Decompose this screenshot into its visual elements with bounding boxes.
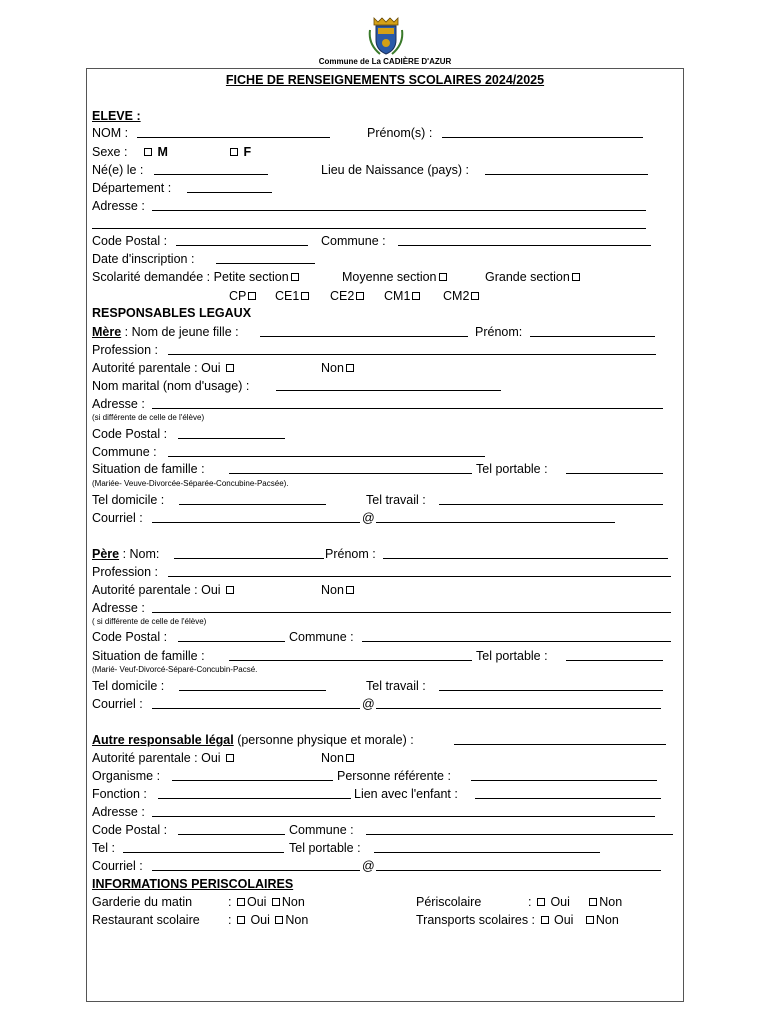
pere-profession-field[interactable] <box>168 576 671 577</box>
eleve-heading: ELEVE : <box>92 109 141 123</box>
autre-tel-field[interactable] <box>123 852 284 853</box>
transports-oui-label: Oui <box>554 913 574 927</box>
pere-autorite-non-label: Non <box>321 583 344 597</box>
grande-section-label: Grande section <box>485 270 570 284</box>
mere-tel-travail-field[interactable] <box>439 504 663 505</box>
autre-adresse-label: Adresse : <box>92 805 145 819</box>
autre-commune-field[interactable] <box>366 834 673 835</box>
periscolaire-heading: INFORMATIONS PERISCOLAIRES <box>92 877 294 891</box>
commune-label: Commune : <box>321 234 386 248</box>
pere-tel-domicile-label: Tel domicile : <box>92 679 165 693</box>
mere-situation-note: (Mariée- Veuve-Divorcée-Séparée-Concubine-Pacsée). <box>92 479 289 488</box>
cm1-class-checkbox[interactable] <box>412 292 420 300</box>
mere-tel-domicile-field[interactable] <box>179 504 326 505</box>
mere-cp-field[interactable] <box>178 438 285 439</box>
mere-situation-label: Situation de famille : <box>92 462 205 476</box>
mere-courriel-at: @ <box>362 511 375 525</box>
autre-personne-label: Personne référente : <box>337 769 451 783</box>
mere-prenom-label: Prénom: <box>475 325 523 339</box>
mere-courriel-domain-field[interactable] <box>376 522 615 523</box>
mere-label: Mère <box>92 325 122 339</box>
sexe-f-checkbox[interactable] <box>230 148 238 156</box>
mere-nom-jf-label: : Nom de jeune fille : <box>121 325 239 339</box>
garderie-colon: : <box>228 895 232 909</box>
pere-cp-field[interactable] <box>178 641 285 642</box>
periscolaire-oui-checkbox[interactable] <box>537 898 545 906</box>
periscolaire-non-label: Non <box>599 895 623 909</box>
adresse-field[interactable] <box>152 210 646 211</box>
pere-commune-label: Commune : <box>289 630 354 644</box>
mere-courriel-user-field[interactable] <box>152 522 360 523</box>
mere-courriel-label: Courriel : <box>92 511 143 525</box>
pere-tel-domicile-field[interactable] <box>179 690 326 691</box>
pere-profession-label: Profession : <box>92 565 159 579</box>
mere-cp-label: Code Postal : <box>92 427 168 441</box>
autre-organisme-label: Organisme : <box>92 769 161 783</box>
prenom-field[interactable] <box>442 137 643 138</box>
ne-le-field[interactable] <box>154 174 268 175</box>
transports-oui-checkbox[interactable] <box>541 916 549 924</box>
ce1-class-label: CE1 <box>275 289 300 303</box>
ce2-class-checkbox[interactable] <box>356 292 364 300</box>
restaurant-oui-checkbox[interactable] <box>237 916 245 924</box>
sexe-f-label: F <box>243 145 252 159</box>
mere-autorite-non-label: Non <box>321 361 344 375</box>
restaurant-label: Restaurant scolaire <box>92 913 200 927</box>
autre-cp-label: Code Postal : <box>92 823 168 837</box>
garderie-label: Garderie du matin <box>92 895 193 909</box>
mere-tel-portable-field[interactable] <box>566 473 663 474</box>
lieu-label: Lieu de Naissance (pays) : <box>321 163 469 177</box>
mere-commune-field[interactable] <box>168 456 485 457</box>
autre-autorite-oui-checkbox[interactable] <box>226 754 234 762</box>
mere-tel-domicile-label: Tel domicile : <box>92 493 165 507</box>
commune-field[interactable] <box>398 245 651 246</box>
ce1-class-checkbox[interactable] <box>301 292 309 300</box>
commune-name: Commune de La CADIÈRE D'AZUR <box>318 57 452 66</box>
mere-autorite-label: Autorité parentale : Oui <box>92 361 221 375</box>
mere-profession-field[interactable] <box>168 354 656 355</box>
responsables-heading: RESPONSABLES LEGAUX <box>92 306 252 320</box>
form-title: FICHE DE RENSEIGNEMENTS SCOLAIRES 2024/2025 <box>225 73 545 87</box>
restaurant-colon: : <box>228 913 232 927</box>
periscolaire-colon: : <box>528 895 532 909</box>
pere-situation-label: Situation de famille : <box>92 649 205 663</box>
commune-crest-icon <box>368 16 404 56</box>
garderie-non-checkbox[interactable] <box>272 898 280 906</box>
pere-courriel-at: @ <box>362 697 375 711</box>
autre-autorite-non-checkbox[interactable] <box>346 754 354 762</box>
cm2-class-label: CM2 <box>443 289 470 303</box>
mere-situation-field[interactable] <box>229 473 472 474</box>
pere-adresse-field[interactable] <box>152 612 671 613</box>
autre-lien-field[interactable] <box>475 798 661 799</box>
autre-lien-label: Lien avec l'enfant : <box>354 787 458 801</box>
nom-field[interactable] <box>137 137 330 138</box>
pere-cp-label: Code Postal : <box>92 630 168 644</box>
pere-prenom-field[interactable] <box>383 558 668 559</box>
autre-fonction-label: Fonction : <box>92 787 147 801</box>
garderie-non-label: Non <box>281 895 305 909</box>
autre-commune-label: Commune : <box>289 823 354 837</box>
pere-tel-portable-label: Tel portable : <box>476 649 548 663</box>
mere-profession-label: Profession : <box>92 343 159 357</box>
petite-section-checkbox[interactable] <box>291 273 299 281</box>
autre-tel-label: Tel : <box>92 841 115 855</box>
autre-personne-field[interactable] <box>471 780 657 781</box>
periscolaire-oui-label: Oui <box>550 895 570 909</box>
pere-label: Père <box>92 547 120 561</box>
mere-autorite-non-checkbox[interactable] <box>346 364 354 372</box>
pere-courriel-domain-field[interactable] <box>376 708 661 709</box>
pere-adresse-label: Adresse : <box>92 601 145 615</box>
pere-autorite-non-checkbox[interactable] <box>346 586 354 594</box>
autre-organisme-field[interactable] <box>172 780 333 781</box>
nom-label: NOM : <box>92 126 129 140</box>
transports-non-label: Non <box>595 913 619 927</box>
mere-nom-jf-field[interactable] <box>260 336 468 337</box>
pere-situation-note: (Marié- Veuf-Divorcé-Séparé-Concubin-Pacsé. <box>92 665 258 674</box>
cp-class-checkbox[interactable] <box>248 292 256 300</box>
garderie-oui-label: Oui <box>246 895 267 909</box>
autre-fonction-field[interactable] <box>158 798 351 799</box>
cp-field[interactable] <box>176 245 308 246</box>
adresse-label: Adresse : <box>92 199 145 213</box>
mere-commune-label: Commune : <box>92 445 157 459</box>
garderie-oui-checkbox[interactable] <box>237 898 245 906</box>
date-inscription-label: Date d'inscription : <box>92 252 195 266</box>
date-inscription-field[interactable] <box>216 263 315 264</box>
autre-autorite-label: Autorité parentale : Oui <box>92 751 221 765</box>
sexe-m-checkbox[interactable] <box>144 148 152 156</box>
pere-autorite-oui-checkbox[interactable] <box>226 586 234 594</box>
mere-nom-marital-label: Nom marital (nom d'usage) : <box>92 379 250 393</box>
departement-field[interactable] <box>187 192 272 193</box>
pere-autorite-label: Autorité parentale : Oui <box>92 583 221 597</box>
pere-situation-field[interactable] <box>229 660 472 661</box>
mere-nom-marital-field[interactable] <box>276 390 501 391</box>
prenom-label: Prénom(s) : <box>367 126 433 140</box>
cm1-class-label: CM1 <box>384 289 411 303</box>
autre-adresse-field[interactable] <box>152 816 655 817</box>
scolarite-label: Scolarité demandée : Petite section <box>92 270 289 284</box>
cm2-class-checkbox[interactable] <box>471 292 479 300</box>
sexe-label: Sexe : <box>92 145 128 159</box>
restaurant-oui-label: Oui <box>250 913 270 927</box>
ce2-class-label: CE2 <box>330 289 355 303</box>
mere-adresse-label: Adresse : <box>92 397 145 411</box>
restaurant-non-label: Non <box>285 913 309 927</box>
mere-prenom-field[interactable] <box>530 336 655 337</box>
autre-heading-field[interactable] <box>454 744 666 745</box>
pere-tel-travail-label: Tel travail : <box>366 679 426 693</box>
moyenne-section-checkbox[interactable] <box>439 273 447 281</box>
cp-class-label: CP <box>229 289 247 303</box>
autre-courriel-domain-field[interactable] <box>376 870 661 871</box>
autre-tel-portable-field[interactable] <box>374 852 600 853</box>
pere-nom-label: : Nom: <box>119 547 160 561</box>
cp-label: Code Postal : <box>92 234 168 248</box>
pere-courriel-user-field[interactable] <box>152 708 360 709</box>
pere-commune-field[interactable] <box>362 641 671 642</box>
ne-le-label: Né(e) le : <box>92 163 144 177</box>
transports-label: Transports scolaires : <box>416 913 536 927</box>
autre-label: Autre responsable légal <box>92 733 234 747</box>
pere-adresse-note: ( si différente de celle de l'élève) <box>92 617 207 626</box>
autre-courriel-label: Courriel : <box>92 859 143 873</box>
autre-courriel-user-field[interactable] <box>152 870 360 871</box>
pere-prenom-label: Prénom : <box>325 547 376 561</box>
periscolaire-non-checkbox[interactable] <box>589 898 597 906</box>
pere-tel-travail-field[interactable] <box>439 690 663 691</box>
autre-suffix: (personne physique et morale) : <box>233 733 414 747</box>
pere-tel-portable-field[interactable] <box>566 660 663 661</box>
autre-cp-field[interactable] <box>178 834 285 835</box>
lieu-field[interactable] <box>485 174 648 175</box>
mere-tel-travail-label: Tel travail : <box>366 493 426 507</box>
grande-section-checkbox[interactable] <box>572 273 580 281</box>
mere-adresse-note: (si différente de celle de l'élève) <box>92 413 205 422</box>
mere-autorite-oui-checkbox[interactable] <box>226 364 234 372</box>
periscolaire-label: Périscolaire <box>416 895 482 909</box>
mere-adresse-field[interactable] <box>152 408 663 409</box>
restaurant-non-checkbox[interactable] <box>275 916 283 924</box>
adresse-field-line2[interactable] <box>92 228 646 229</box>
autre-autorite-non-label: Non <box>321 751 344 765</box>
pere-courriel-label: Courriel : <box>92 697 143 711</box>
mere-tel-portable-label: Tel portable : <box>476 462 548 476</box>
departement-label: Département : <box>92 181 172 195</box>
pere-nom-field[interactable] <box>174 558 324 559</box>
autre-courriel-at: @ <box>362 859 375 873</box>
moyenne-section-label: Moyenne section <box>342 270 437 284</box>
sexe-m-label: M <box>157 145 168 159</box>
autre-tel-portable-label: Tel portable : <box>289 841 361 855</box>
transports-non-checkbox[interactable] <box>586 916 594 924</box>
